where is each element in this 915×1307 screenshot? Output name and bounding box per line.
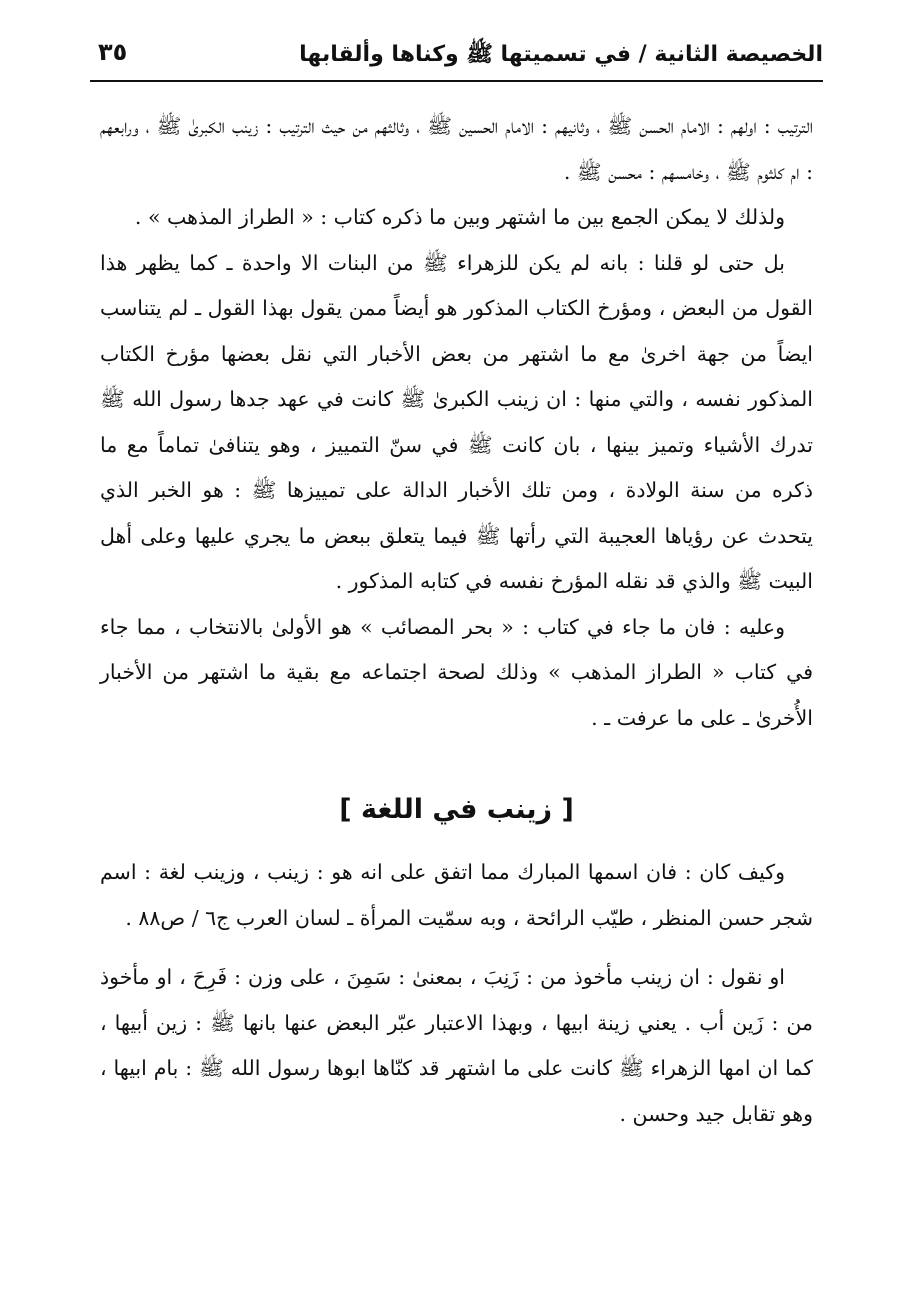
paragraph: ولذلك لا يمكن الجمع بين ما اشتهر وبين ما ذكره كتاب : « الطراز المذهب » .: [134, 205, 785, 229]
body-text-top: [100, 104, 813, 741]
running-title: الخصيصة الثانية / في تسميتها ﷺ وكناها وألقابها: [299, 42, 823, 67]
section-heading: [ زينب في اللغة ]: [339, 794, 574, 825]
page-number: ٣٥: [98, 38, 128, 66]
body-text-bottom: [100, 850, 813, 1137]
page-header: [90, 36, 823, 82]
paragraph: الترتيب : اولهم : الامام الحسن ﷺ ، وثانيهم : الامام الحسين ﷺ ، وثالثهم من حيث الترتيب : زينب الكبرىٰ ﷺ ، ورابعهم : ام كلثوم ﷺ ، وخامسهم : محسن ﷺ .: [100, 114, 813, 184]
paragraph: بل حتى لو قلنا : بانه لم يكن للزهراء ﷺ من البنات الا واحدة ـ كما يظهر هذا القول من البعض ، ومؤرخ الكتاب المذكور هو أيضاً ممن يقول بهذا القول ـ لم يتناسب ايضاً من جهة اخرىٰ مع ما اشتهر من بعض الأخبار التي نقل بعضها مؤرخ الكتاب المذكور نفسه ، والتي منها : ان زينب الكبرىٰ ﷺ كانت في عهد جدها رسول الله ﷺ تدرك الأشياء وتميز بينها ، بان كانت ﷺ في سنّ التمييز ، وهو يتنافىٰ تماماً مع ما ذكره من سنة الولادة ، ومن تلك الأخبار الدالة على تمييزها ﷺ : هو الخبر الذي يتحدث عن رؤياها العجيبة التي رأتها ﷺ فيما يتعلق ببعض ما يجري عليها وعلى أهل البيت ﷺ والذي قد نقله المؤرخ نفسه في كتابه المذكور .: [100, 250, 813, 593]
paragraph: وعليه : فان ما جاء في كتاب : « بحر المصائب » هو الأولىٰ بالانتخاب ، مما جاء في كتاب « الطراز المذهب » وذلك لصحة اجتماعه مع بقية ما اشتهر من الأخبار الأُخرىٰ ـ على ما عرفت ـ .: [100, 614, 813, 730]
paragraph: او نقول : ان زينب مأخوذ من : زَنِبَ ، بمعنىٰ : سَمِنَ ، على وزن : فَرِحَ ، او مأخوذ من : زَين أب . يعني زينة ابيها ، وبهذا الاعتبار عبّر البعض عنها بانها ﷺ : زين أبيها ، كما ان امها الزهراء ﷺ كانت على ما اشتهر قد كنّاها ابوها رسول الله ﷺ : بام ابيها ، وهو تقابل جيد وحسن .: [100, 965, 813, 1126]
paragraph: وكيف كان : فان اسمها المبارك مما اتفق على انه هو : زينب ، وزينب لغة : اسم شجر حسن المنظر ، طيّب الرائحة ، وبه سمّيت المرأة ـ لسان العرب ج٦ / ص٨٨ .: [100, 860, 813, 930]
